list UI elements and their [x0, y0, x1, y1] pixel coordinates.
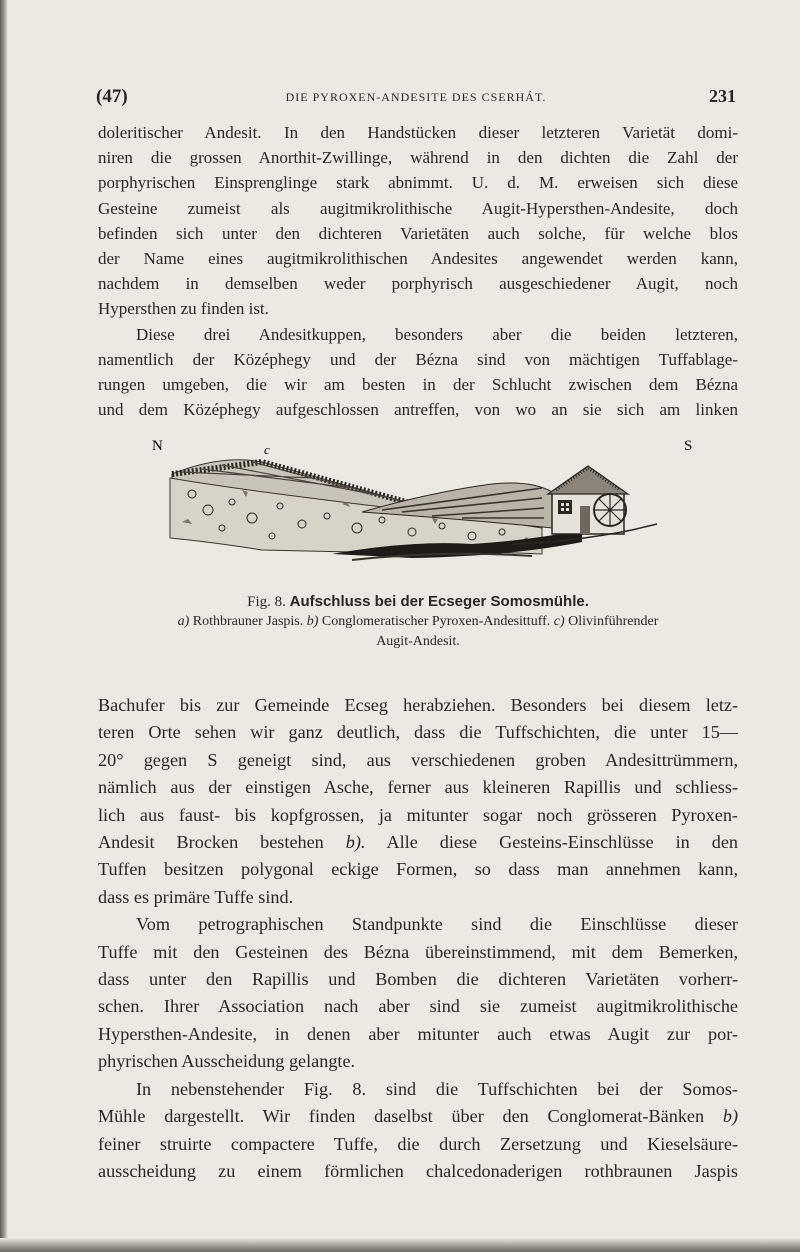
text-line: phyrischen Ausscheidung gelangte.: [98, 1051, 356, 1072]
figure-label-south: S: [684, 438, 693, 454]
text-line: nämlich aus der einstigen Asche, ferner aus kleineren Rapillis und schliess-: [98, 777, 738, 798]
text-line: Tuffen besitzen polygonal eckige Formen, so dass man annehmen kann,: [98, 859, 738, 880]
text-fragment: Mühle dargestellt. Wir finden daselbst über den Conglomerat-Bänken: [98, 1106, 705, 1127]
text-line: porphyrischen Einsprenglinge stark abnimmt. U. d. M. erweisen sich diese: [98, 173, 738, 193]
text-block-top: [98, 120, 738, 422]
text-line: lich aus faust- bis kopfgrossen, ja mitunter sogar noch grösseren Pyroxen-: [98, 804, 738, 825]
figure-caption: [98, 592, 738, 652]
text-block-bottom: [98, 692, 738, 1185]
mill-building-icon: [548, 466, 628, 534]
text-line-with-reference: [98, 829, 738, 856]
paragraph-1: [98, 120, 738, 322]
text-line: Hypersthen-Andesite, in denen aber mitunter auch etwas Augit zur por-: [98, 1023, 738, 1044]
legend-key-a: a): [177, 614, 190, 629]
running-title: DIE PYROXEN-ANDESITE DES CSERHÁT.: [285, 90, 547, 104]
text-line: und dem Középhegy aufgeschlossen antreffen, von wo an sie sich am linken: [98, 400, 738, 420]
paragraph-4: [98, 911, 738, 1075]
text-fragment: Andesit Brocken bestehen: [98, 832, 324, 853]
text-line: Vom petrographischen Standpunkte sind die Einschlüsse dieser: [136, 914, 738, 935]
paragraph-2: [98, 322, 738, 423]
text-line: rungen umgeben, die wir am besten in der Schlucht zwischen dem Bézna: [98, 375, 738, 395]
text-line: Gesteine zumeist als augitmikrolithische Augit-Hypersthen-Andesite, doch: [98, 198, 738, 218]
text-line: nachdem in demselben weder porphyrisch ausgeschiedener Augit, noch: [98, 274, 738, 294]
text-line: dass unter den Rapillis und Bomben die dichteren Varietäten vorherr-: [98, 969, 738, 990]
text-line: schen. Ihrer Association nach aber sind sie zumeist augitmikrolithische: [98, 996, 738, 1017]
text-line: niren die grossen Anorthit-Zwillinge, während in den dichten die Zahl der: [98, 148, 738, 168]
text-line: teren Orte sehen wir ganz deutlich, dass die Tuffschichten, die unter 15—: [98, 722, 738, 743]
text-fragment: Alle diese Gesteins-Einschlüsse in den: [386, 832, 739, 853]
text-line: der Name eines augitmikrolithischen Andesites angewendet werden kann,: [98, 249, 738, 269]
legend-text-b: Conglomeratischer Pyroxen-Andesittuff.: [321, 614, 551, 629]
legend-text-a: Rothbrauner Jaspis.: [192, 614, 304, 629]
figure-label-c: c: [264, 442, 270, 457]
figure-number: Fig. 8.: [247, 594, 286, 610]
legend-key-c: c): [553, 614, 565, 629]
figure-reference: b): [722, 1106, 738, 1127]
legend-text-c-continued: Augit-Andesit.: [376, 634, 460, 649]
figure-reference: b).: [345, 832, 366, 853]
figure-label-north: N: [152, 438, 163, 454]
page-bottom-edge: [0, 1238, 800, 1252]
running-header: [96, 86, 736, 112]
page-reference: (47): [96, 86, 128, 107]
text-line: Hypersthen zu finden ist.: [98, 299, 269, 319]
page-number: 231: [709, 86, 736, 106]
legend-text-c: Olivinführender: [568, 614, 659, 629]
paragraph-3: [98, 692, 738, 911]
figure-title: Aufschluss bei der Ecseger Somosmühle.: [289, 593, 589, 610]
text-line: namentlich der Középhegy und der Bézna sind von mächtigen Tuffablage-: [98, 349, 738, 369]
text-line: doleritischer Andesit. In den Handstücken dieser letzteren Varietät domi-: [98, 123, 738, 142]
figure-legend: [98, 612, 738, 652]
geological-section-figure: [112, 432, 712, 582]
legend-key-b: b): [306, 614, 319, 629]
text-line: befinden sich unter den dichteren Varietäten auch solche, für welche blos: [98, 223, 738, 243]
text-line-with-reference: [98, 1103, 738, 1130]
text-line: Tuffe mit den Gesteinen des Bézna übereinstimmend, mit dem Bemerken,: [98, 941, 738, 962]
text-line: Bachufer bis zur Gemeinde Ecseg herabziehen. Besonders bei diesem letz-: [98, 695, 738, 715]
figure-caption-title-line: [98, 592, 738, 612]
text-line: feiner struirte compactere Tuffe, die durch Zersetzung und Kieselsäure-: [98, 1133, 738, 1154]
paragraph-5: [98, 1076, 738, 1186]
text-line: Diese drei Andesitkuppen, besonders aber die beiden letzteren,: [136, 324, 738, 344]
text-line: 20° gegen S geneigt sind, aus verschiedenen groben Andesittrümmern,: [98, 749, 738, 770]
text-line: In nebenstehender Fig. 8. sind die Tuffschichten bei der Somos-: [136, 1078, 738, 1099]
text-line: dass es primäre Tuffe sind.: [98, 886, 294, 907]
text-line: ausscheidung zu einem förmlichen chalcedonaderigen rothbraunen Jaspis: [98, 1160, 738, 1181]
